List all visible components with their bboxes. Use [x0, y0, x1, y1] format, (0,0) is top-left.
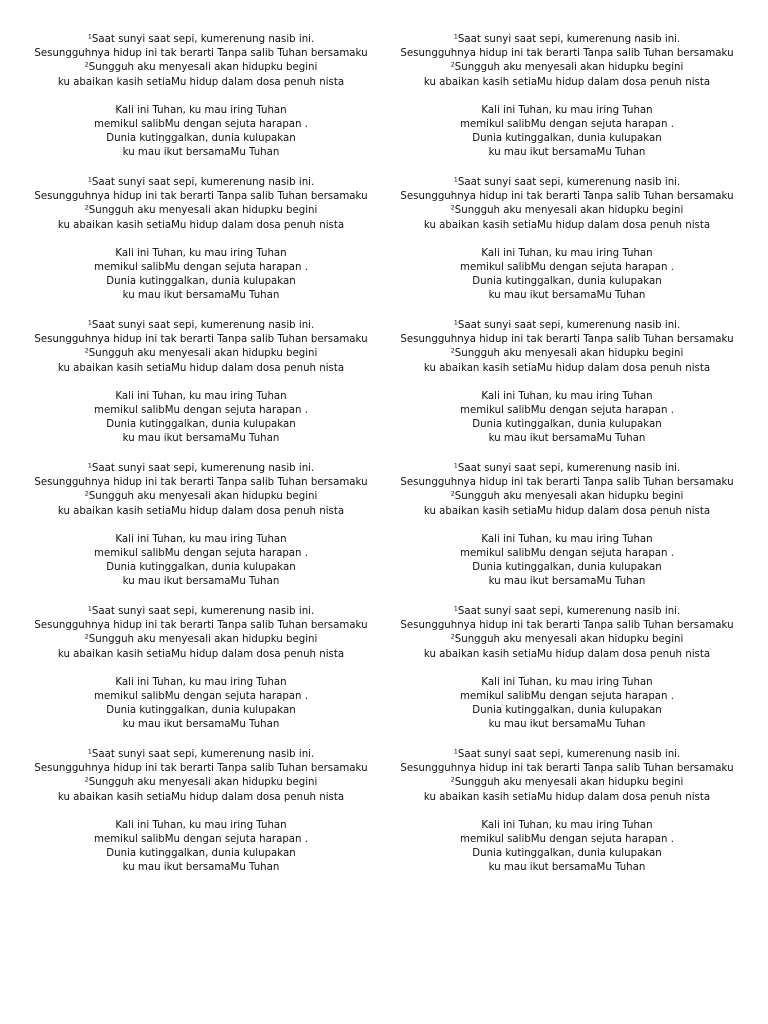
verse-number: 1 [87, 461, 92, 470]
verse-line-4: ku abaikan kasih setiaMu hidup dalam dosa penuh nista [423, 219, 711, 231]
chorus-line-3: Dunia kutinggalkan, dunia kulupakan [472, 276, 662, 288]
chorus [384, 533, 750, 590]
verse-number: 2 [450, 632, 455, 641]
song-copy [384, 605, 750, 748]
verse-line-4: ku abaikan kasih setiaMu hidup dalam dosa penuh nista [57, 362, 345, 374]
verse-line-1: $^1$Saat sunyi saat sepi, kumerenung nasib ini. [87, 175, 315, 188]
verse-line-4: ku abaikan kasih setiaMu hidup dalam dosa penuh nista [57, 648, 345, 660]
verse-line-1: $^1$Saat sunyi saat sepi, kumerenung nasib ini. [453, 318, 681, 331]
verse-line-1: $^1$Saat sunyi saat sepi, kumerenung nasib ini. [87, 604, 315, 617]
chorus-line-3: Dunia kutinggalkan, dunia kulupakan [106, 133, 296, 145]
chorus-line-3: Dunia kutinggalkan, dunia kulupakan [472, 705, 662, 717]
verse-number: 1 [453, 604, 458, 613]
chorus-line-4: ku mau ikut bersamaMu Tuhan [488, 433, 646, 445]
verse-number: 2 [84, 775, 89, 784]
chorus-line-1: Kali ini Tuhan, ku mau iring Tuhan [481, 676, 653, 688]
verse-number: 1 [87, 747, 92, 756]
verse-line-1: $^1$Saat sunyi saat sepi, kumerenung nasib ini. [453, 604, 681, 617]
chorus-line-2: memikul salibMu dengan sejuta harapan . [460, 834, 674, 846]
song-copy [384, 33, 750, 176]
chorus-line-1: Kali ini Tuhan, ku mau iring Tuhan [115, 247, 287, 259]
verse-number: 2 [450, 346, 455, 355]
verse-line-2: Sesungguhnya hidup ini tak berarti Tanpa salib Tuhan bersamaku [400, 191, 734, 203]
chorus [384, 676, 750, 733]
verse [18, 33, 384, 90]
chorus [18, 104, 384, 161]
verse [18, 462, 384, 519]
chorus-line-2: memikul salibMu dengan sejuta harapan . [94, 262, 308, 274]
chorus-line-2: memikul salibMu dengan sejuta harapan . [460, 262, 674, 274]
verse-number: 1 [453, 175, 458, 184]
verse-line-3: $^2$Sungguh aku menyesali akan hidupku begini [450, 346, 684, 360]
chorus [384, 104, 750, 161]
verse-line-2: Sesungguhnya hidup ini tak berarti Tanpa salib Tuhan bersamaku [400, 48, 734, 60]
chorus [18, 533, 384, 590]
chorus [384, 247, 750, 304]
verse-line-1: $^1$Saat sunyi saat sepi, kumerenung nasib ini. [453, 32, 681, 45]
song-copy [18, 319, 384, 462]
verse-line-2: Sesungguhnya hidup ini tak berarti Tanpa salib Tuhan bersamaku [34, 334, 368, 346]
verse-number: 2 [450, 60, 455, 69]
chorus-line-2: memikul salibMu dengan sejuta harapan . [460, 405, 674, 417]
chorus-line-2: memikul salibMu dengan sejuta harapan . [94, 691, 308, 703]
verse-line-3: $^2$Sungguh aku menyesali akan hidupku begini [450, 775, 684, 789]
chorus-line-1: Kali ini Tuhan, ku mau iring Tuhan [481, 390, 653, 402]
chorus [384, 390, 750, 447]
verse-line-4: ku abaikan kasih setiaMu hidup dalam dosa penuh nista [57, 791, 345, 803]
song-copy [18, 176, 384, 319]
verse [18, 176, 384, 233]
chorus-line-4: ku mau ikut bersamaMu Tuhan [488, 290, 646, 302]
chorus [18, 819, 384, 876]
chorus-line-3: Dunia kutinggalkan, dunia kulupakan [472, 133, 662, 145]
verse-number: 1 [87, 604, 92, 613]
chorus-line-1: Kali ini Tuhan, ku mau iring Tuhan [115, 676, 287, 688]
chorus-line-4: ku mau ikut bersamaMu Tuhan [122, 719, 280, 731]
song-copy [384, 319, 750, 462]
verse-number: 1 [87, 318, 92, 327]
chorus-line-2: memikul salibMu dengan sejuta harapan . [460, 119, 674, 131]
chorus-line-3: Dunia kutinggalkan, dunia kulupakan [106, 562, 296, 574]
chorus-line-1: Kali ini Tuhan, ku mau iring Tuhan [115, 819, 287, 831]
verse [384, 319, 750, 376]
chorus-line-4: ku mau ikut bersamaMu Tuhan [122, 147, 280, 159]
verse-line-4: ku abaikan kasih setiaMu hidup dalam dosa penuh nista [423, 362, 711, 374]
verse-line-1: $^1$Saat sunyi saat sepi, kumerenung nasib ini. [87, 747, 315, 760]
chorus-line-2: memikul salibMu dengan sejuta harapan . [94, 119, 308, 131]
verse-number: 2 [84, 60, 89, 69]
verse-line-4: ku abaikan kasih setiaMu hidup dalam dosa penuh nista [423, 76, 711, 88]
verse-line-2: Sesungguhnya hidup ini tak berarti Tanpa salib Tuhan bersamaku [34, 477, 368, 489]
chorus-line-2: memikul salibMu dengan sejuta harapan . [460, 691, 674, 703]
chorus-line-3: Dunia kutinggalkan, dunia kulupakan [106, 848, 296, 860]
chorus-line-1: Kali ini Tuhan, ku mau iring Tuhan [115, 104, 287, 116]
verse-number: 1 [87, 175, 92, 184]
chorus-line-4: ku mau ikut bersamaMu Tuhan [122, 862, 280, 874]
chorus-line-3: Dunia kutinggalkan, dunia kulupakan [106, 419, 296, 431]
song-copy [384, 462, 750, 605]
chorus [18, 676, 384, 733]
chorus-line-3: Dunia kutinggalkan, dunia kulupakan [472, 562, 662, 574]
chorus [384, 819, 750, 876]
chorus-line-3: Dunia kutinggalkan, dunia kulupakan [472, 419, 662, 431]
verse-line-4: ku abaikan kasih setiaMu hidup dalam dosa penuh nista [57, 505, 345, 517]
verse-line-3: $^2$Sungguh aku menyesali akan hidupku begini [450, 632, 684, 646]
verse-line-3: $^2$Sungguh aku menyesali akan hidupku begini [84, 489, 318, 503]
song-copy [18, 33, 384, 176]
verse-line-3: $^2$Sungguh aku menyesali akan hidupku begini [450, 203, 684, 217]
chorus-line-4: ku mau ikut bersamaMu Tuhan [122, 433, 280, 445]
verse-line-2: Sesungguhnya hidup ini tak berarti Tanpa salib Tuhan bersamaku [400, 334, 734, 346]
verse-line-1: $^1$Saat sunyi saat sepi, kumerenung nasib ini. [453, 175, 681, 188]
chorus-line-2: memikul salibMu dengan sejuta harapan . [94, 405, 308, 417]
verse [384, 462, 750, 519]
verse-line-2: Sesungguhnya hidup ini tak berarti Tanpa salib Tuhan bersamaku [400, 477, 734, 489]
song-copy [18, 462, 384, 605]
verse-number: 2 [84, 346, 89, 355]
verse-line-1: $^1$Saat sunyi saat sepi, kumerenung nasib ini. [87, 461, 315, 474]
verse-line-2: Sesungguhnya hidup ini tak berarti Tanpa salib Tuhan bersamaku [34, 620, 368, 632]
verse [18, 319, 384, 376]
verse-line-3: $^2$Sungguh aku menyesali akan hidupku begini [84, 346, 318, 360]
verse-line-4: ku abaikan kasih setiaMu hidup dalam dosa penuh nista [423, 791, 711, 803]
verse [18, 605, 384, 662]
verse [384, 33, 750, 90]
chorus-line-1: Kali ini Tuhan, ku mau iring Tuhan [481, 104, 653, 116]
verse-line-2: Sesungguhnya hidup ini tak berarti Tanpa salib Tuhan bersamaku [400, 620, 734, 632]
verse-number: 1 [87, 32, 92, 41]
verse [18, 748, 384, 805]
chorus-line-4: ku mau ikut bersamaMu Tuhan [488, 147, 646, 159]
verse-line-1: $^1$Saat sunyi saat sepi, kumerenung nasib ini. [87, 32, 315, 45]
verse-line-1: $^1$Saat sunyi saat sepi, kumerenung nasib ini. [453, 461, 681, 474]
verse-line-2: Sesungguhnya hidup ini tak berarti Tanpa salib Tuhan bersamaku [400, 763, 734, 775]
verse [384, 176, 750, 233]
chorus-line-3: Dunia kutinggalkan, dunia kulupakan [472, 848, 662, 860]
verse-number: 1 [453, 461, 458, 470]
verse-line-1: $^1$Saat sunyi saat sepi, kumerenung nasib ini. [87, 318, 315, 331]
song-copy [18, 748, 384, 891]
chorus-line-4: ku mau ikut bersamaMu Tuhan [488, 862, 646, 874]
verse-line-3: $^2$Sungguh aku menyesali akan hidupku begini [84, 632, 318, 646]
chorus-line-2: memikul salibMu dengan sejuta harapan . [94, 834, 308, 846]
verse-line-2: Sesungguhnya hidup ini tak berarti Tanpa salib Tuhan bersamaku [34, 763, 368, 775]
verse [384, 605, 750, 662]
chorus [18, 390, 384, 447]
song-copy [18, 605, 384, 748]
chorus-line-2: memikul salibMu dengan sejuta harapan . [460, 548, 674, 560]
verse-line-1: $^1$Saat sunyi saat sepi, kumerenung nasib ini. [453, 747, 681, 760]
verse-number: 1 [453, 747, 458, 756]
song-copy [384, 176, 750, 319]
chorus-line-3: Dunia kutinggalkan, dunia kulupakan [106, 705, 296, 717]
verse-number: 2 [84, 632, 89, 641]
lyrics-column-left [18, 33, 384, 891]
verse-line-4: ku abaikan kasih setiaMu hidup dalam dosa penuh nista [57, 76, 345, 88]
verse-line-3: $^2$Sungguh aku menyesali akan hidupku begini [84, 60, 318, 74]
verse-line-3: $^2$Sungguh aku menyesali akan hidupku begini [450, 489, 684, 503]
verse-number: 2 [450, 775, 455, 784]
verse-number: 2 [450, 203, 455, 212]
verse-line-2: Sesungguhnya hidup ini tak berarti Tanpa salib Tuhan bersamaku [34, 191, 368, 203]
verse-number: 1 [453, 32, 458, 41]
verse-line-2: Sesungguhnya hidup ini tak berarti Tanpa salib Tuhan bersamaku [34, 48, 368, 60]
chorus-line-1: Kali ini Tuhan, ku mau iring Tuhan [481, 533, 653, 545]
chorus-line-1: Kali ini Tuhan, ku mau iring Tuhan [115, 390, 287, 402]
verse-line-4: ku abaikan kasih setiaMu hidup dalam dosa penuh nista [57, 219, 345, 231]
verse-line-3: $^2$Sungguh aku menyesali akan hidupku begini [84, 203, 318, 217]
chorus-line-4: ku mau ikut bersamaMu Tuhan [122, 290, 280, 302]
song-copy [384, 748, 750, 891]
chorus-line-1: Kali ini Tuhan, ku mau iring Tuhan [481, 247, 653, 259]
lyrics-column-right [384, 33, 750, 891]
verse-line-3: $^2$Sungguh aku menyesali akan hidupku begini [84, 775, 318, 789]
chorus-line-4: ku mau ikut bersamaMu Tuhan [488, 576, 646, 588]
chorus-line-1: Kali ini Tuhan, ku mau iring Tuhan [115, 533, 287, 545]
verse-number: 1 [453, 318, 458, 327]
verse-number: 2 [84, 489, 89, 498]
chorus-line-3: Dunia kutinggalkan, dunia kulupakan [106, 276, 296, 288]
verse [384, 748, 750, 805]
chorus-line-4: ku mau ikut bersamaMu Tuhan [122, 576, 280, 588]
verse-line-4: ku abaikan kasih setiaMu hidup dalam dosa penuh nista [423, 648, 711, 660]
chorus-line-2: memikul salibMu dengan sejuta harapan . [94, 548, 308, 560]
verse-line-3: $^2$Sungguh aku menyesali akan hidupku begini [450, 60, 684, 74]
chorus-line-4: ku mau ikut bersamaMu Tuhan [488, 719, 646, 731]
verse-number: 2 [84, 203, 89, 212]
verse-number: 2 [450, 489, 455, 498]
verse-line-4: ku abaikan kasih setiaMu hidup dalam dosa penuh nista [423, 505, 711, 517]
chorus-line-1: Kali ini Tuhan, ku mau iring Tuhan [481, 819, 653, 831]
chorus [18, 247, 384, 304]
